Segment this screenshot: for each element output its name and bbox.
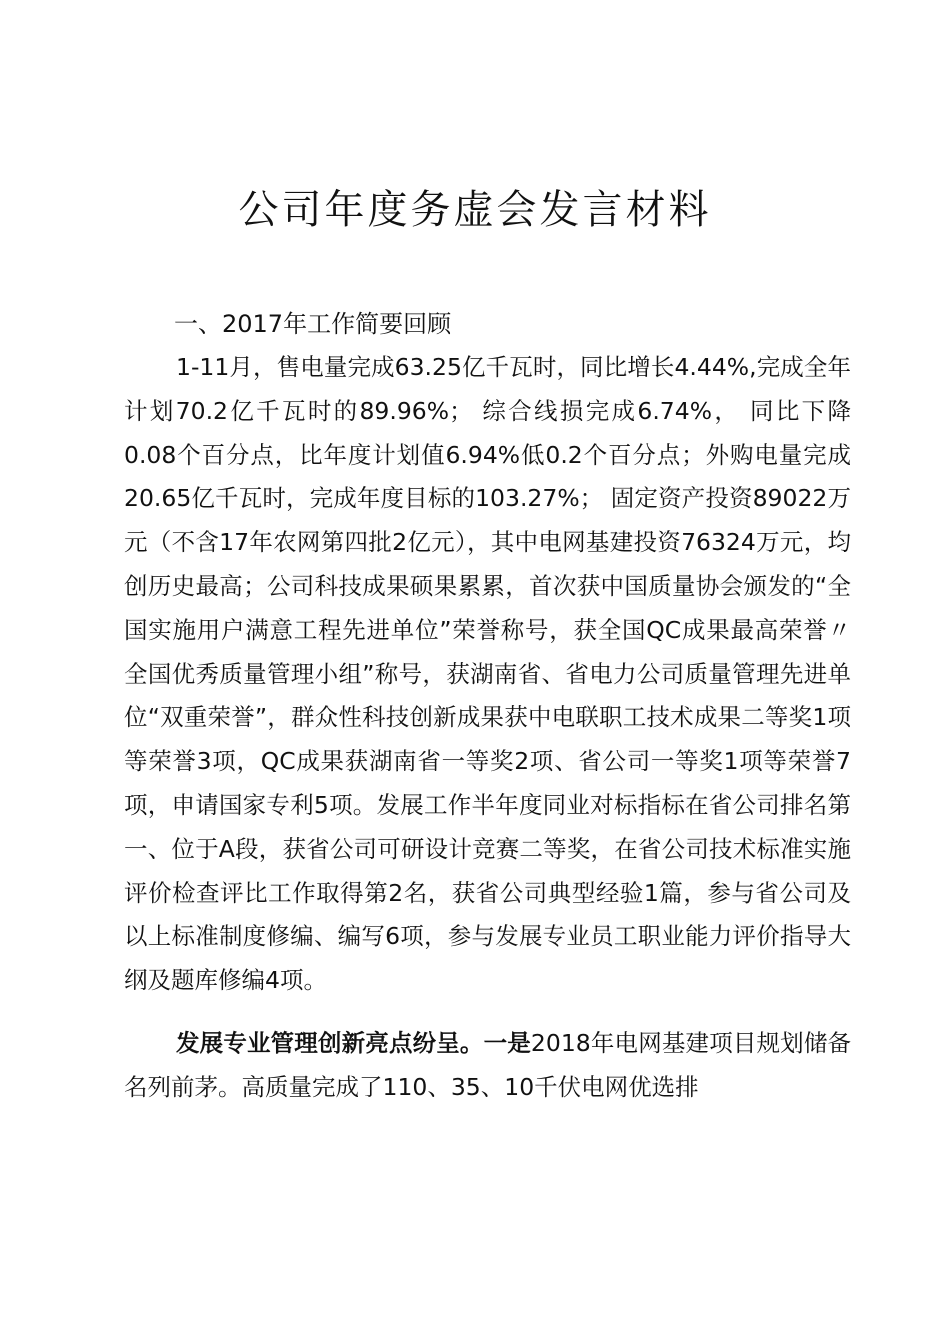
section-heading: 一、2017年工作简要回顾 (174, 310, 452, 338)
paragraph-innovation-text: 2018年电网基建项目规划储备名列前茅。高质量完成了110、35、10千伏电网优选排 (124, 1029, 851, 1101)
paragraph-work-review: 1-11月，售电量完成63.25亿千瓦时，同比增长4.44%,完成全年计划70.2亿千瓦时的89.96%； 综合线损完成6.74%， 同比下降0.08个百分点，比年度计划值6.94%低0.2个百分点；外购电量完成20.65亿千瓦时，完成年度目标的103.27%； 固定资产投资89022万元（不含17年农网第四批2亿元），其中电网基建投资76324万元，均创历史最高；公司科技成果硕果累累，首次获中国质量协会颁发的“全国实施用户满意工程先进单位”荣誉称号，获全国QC成果最高荣誉〃全国优秀质量管理小组”称号，获湖南省、省电力公司质量管理先进单位“双重荣誉”，群众性科技创新成果获中电联职工技术成果二等奖1项等荣誉3项，QC成果获湖南省一等奖2项、省公司一等奖1项等荣誉7项，申请国家专利5项。发展工作半年度同业对标指标在省公司排名第一、位于A段，获省公司可研设计竞赛二等奖，在省公司技术标准实施评价检查评比工作取得第2名，获省公司典型经验1篇，参与省公司及以上标准制度修编、编写6项，参与发展专业员工职业能力评价指导大纲及题库修编4项。 (124, 353, 851, 995)
document-title: 公司年度务虚会发言材料 (238, 187, 712, 233)
paragraph-innovation (124, 1022, 851, 1110)
paragraph-lead-bold: 发展专业管理创新亮点纷呈。一是 (176, 1029, 531, 1057)
